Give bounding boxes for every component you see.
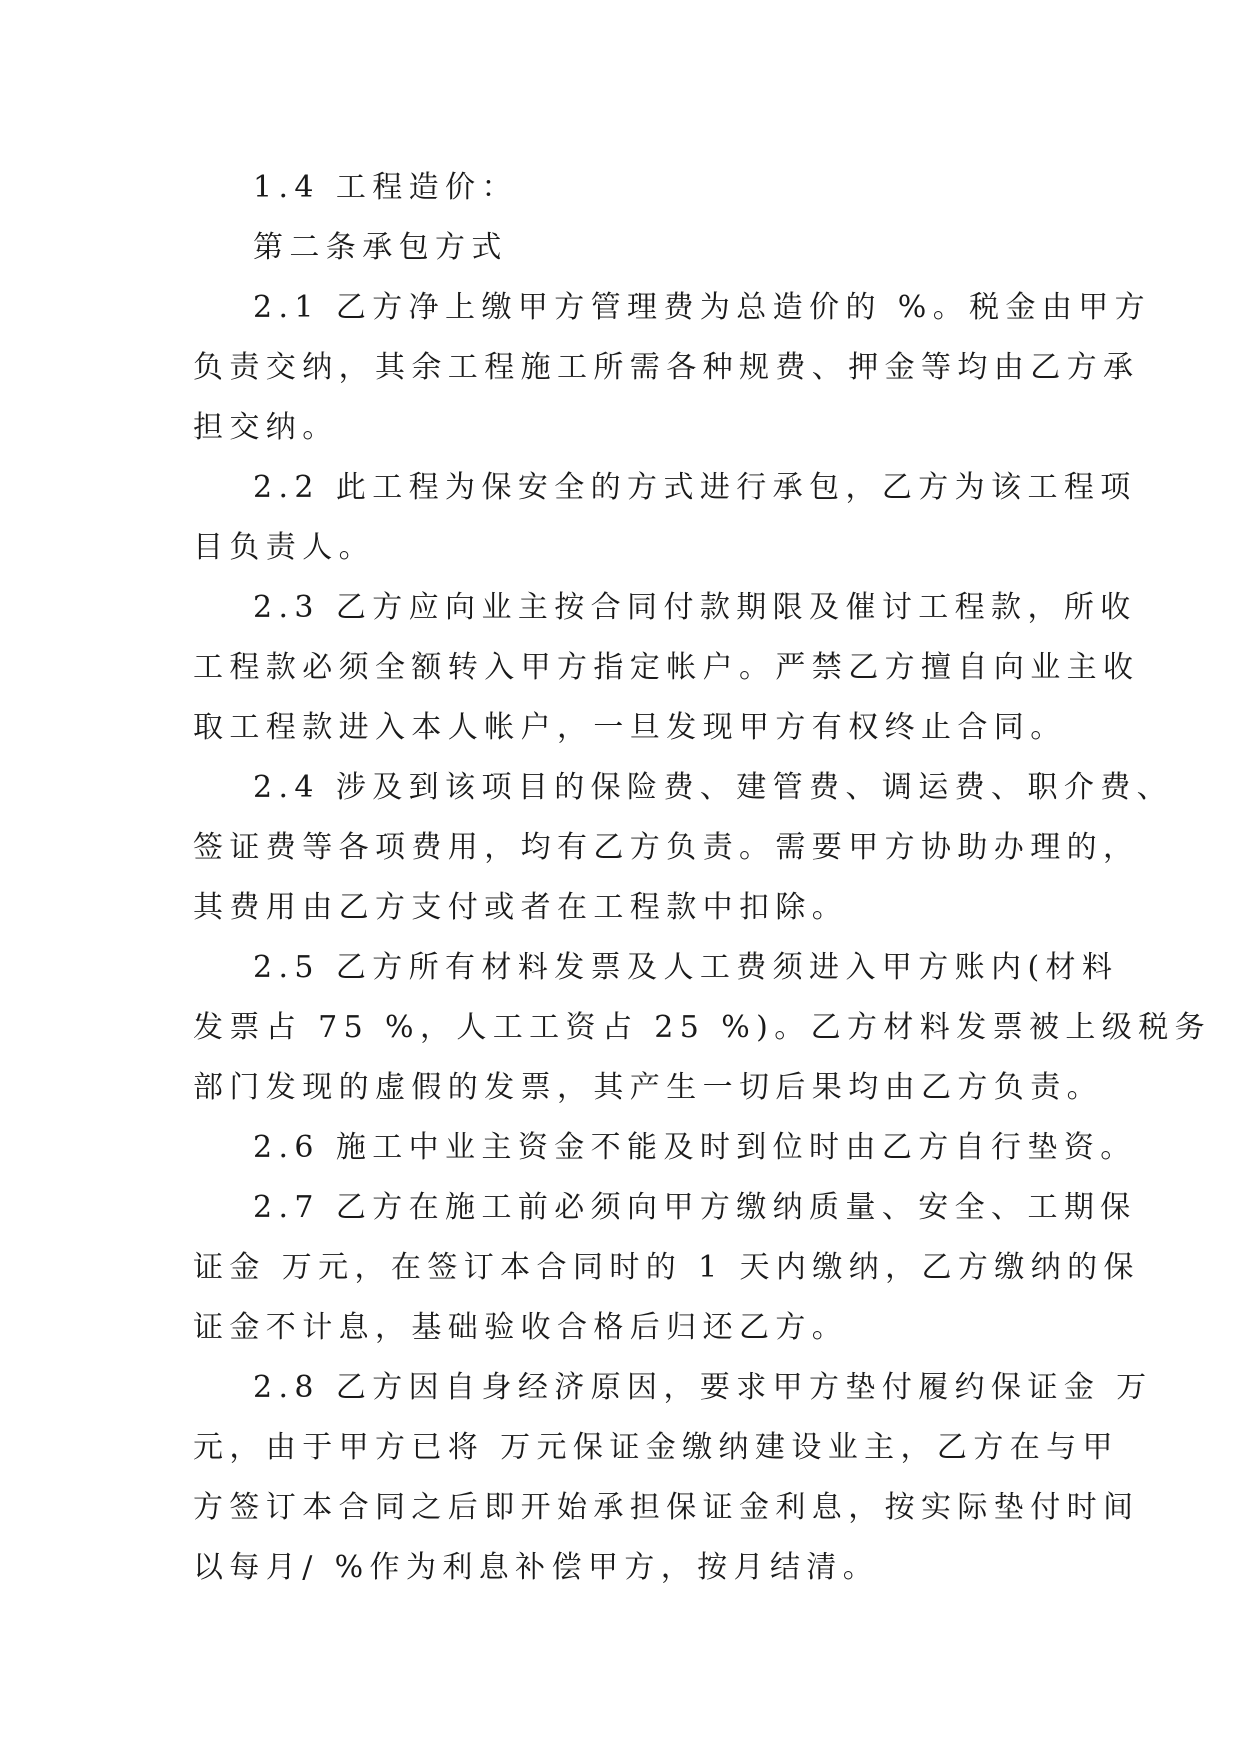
contract-text	[193, 158, 1212, 1598]
clause-2-2	[193, 458, 1137, 578]
text-line: 担交纳。	[193, 410, 339, 445]
text-line: 签证费等各项费用，均有乙方负责。需要甲方协助办理的，	[193, 830, 1140, 865]
text-line: 部门发现的虚假的发票，其产生一切后果均由乙方负责。	[193, 1070, 1103, 1105]
clause-2-4	[193, 758, 1174, 938]
text-line: 2.8 乙方因自身经济原因，要求甲方垫付履约保证金 万	[253, 1370, 1153, 1405]
clause-2-8	[193, 1358, 1153, 1598]
text-line: 2.6 施工中业主资金不能及时到位时由乙方自行垫资。	[253, 1130, 1137, 1165]
text-line: 证金不计息，基础验收合格后归还乙方。	[193, 1310, 849, 1345]
text-line: 取工程款进入本人帐户，一旦发现甲方有权终止合同。	[193, 710, 1067, 745]
text-line: 发票占 75 %，人工工资占 25 %)。乙方材料发票被上级税务	[193, 1010, 1212, 1045]
text-line: 目负责人。	[193, 530, 375, 565]
text-line: 以每月/ %作为利息补偿甲方，按月结清。	[193, 1550, 880, 1585]
text-line: 其费用由乙方支付或者在工程款中扣除。	[193, 890, 849, 925]
text-line: 负责交纳，其余工程施工所需各种规费、押金等均由乙方承	[193, 350, 1140, 385]
text-line: 2.2 此工程为保安全的方式进行承包，乙方为该工程项	[253, 470, 1137, 505]
clause-1-4	[193, 158, 1063, 218]
text-line: 2.3 乙方应向业主按合同付款期限及催讨工程款，所收	[253, 590, 1137, 625]
text-line: 2.7 乙方在施工前必须向甲方缴纳质量、安全、工期保	[253, 1190, 1137, 1225]
text-line: 证金 万元，在签订本合同时的 1 天内缴纳，乙方缴纳的保	[193, 1250, 1140, 1285]
clause-2-5	[193, 938, 1212, 1118]
text-line: 2.4 涉及到该项目的保险费、建管费、调运费、职介费、	[253, 770, 1174, 805]
text-line: 元，由于甲方已将 万元保证金缴纳建设业主，乙方在与甲	[193, 1430, 1119, 1465]
text-line: 2.5 乙方所有材料发票及人工费须进入甲方账内(材料	[253, 950, 1119, 985]
text-line: 工程款必须全额转入甲方指定帐户。严禁乙方擅自向业主收	[193, 650, 1140, 685]
text-line: 1.4 工程造价：	[253, 170, 518, 205]
clause-2-1	[193, 278, 1152, 458]
text-line: 方签订本合同之后即开始承担保证金利息，按实际垫付时间	[193, 1490, 1140, 1525]
clause-2-3	[193, 578, 1140, 758]
clause-2-6	[193, 1118, 1137, 1178]
clause-2-7	[193, 1178, 1140, 1358]
article-2-heading	[193, 218, 1063, 278]
text-line: 2.1 乙方净上缴甲方管理费为总造价的 %。税金由甲方	[253, 290, 1152, 325]
text-line: 第二条承包方式	[253, 230, 508, 265]
